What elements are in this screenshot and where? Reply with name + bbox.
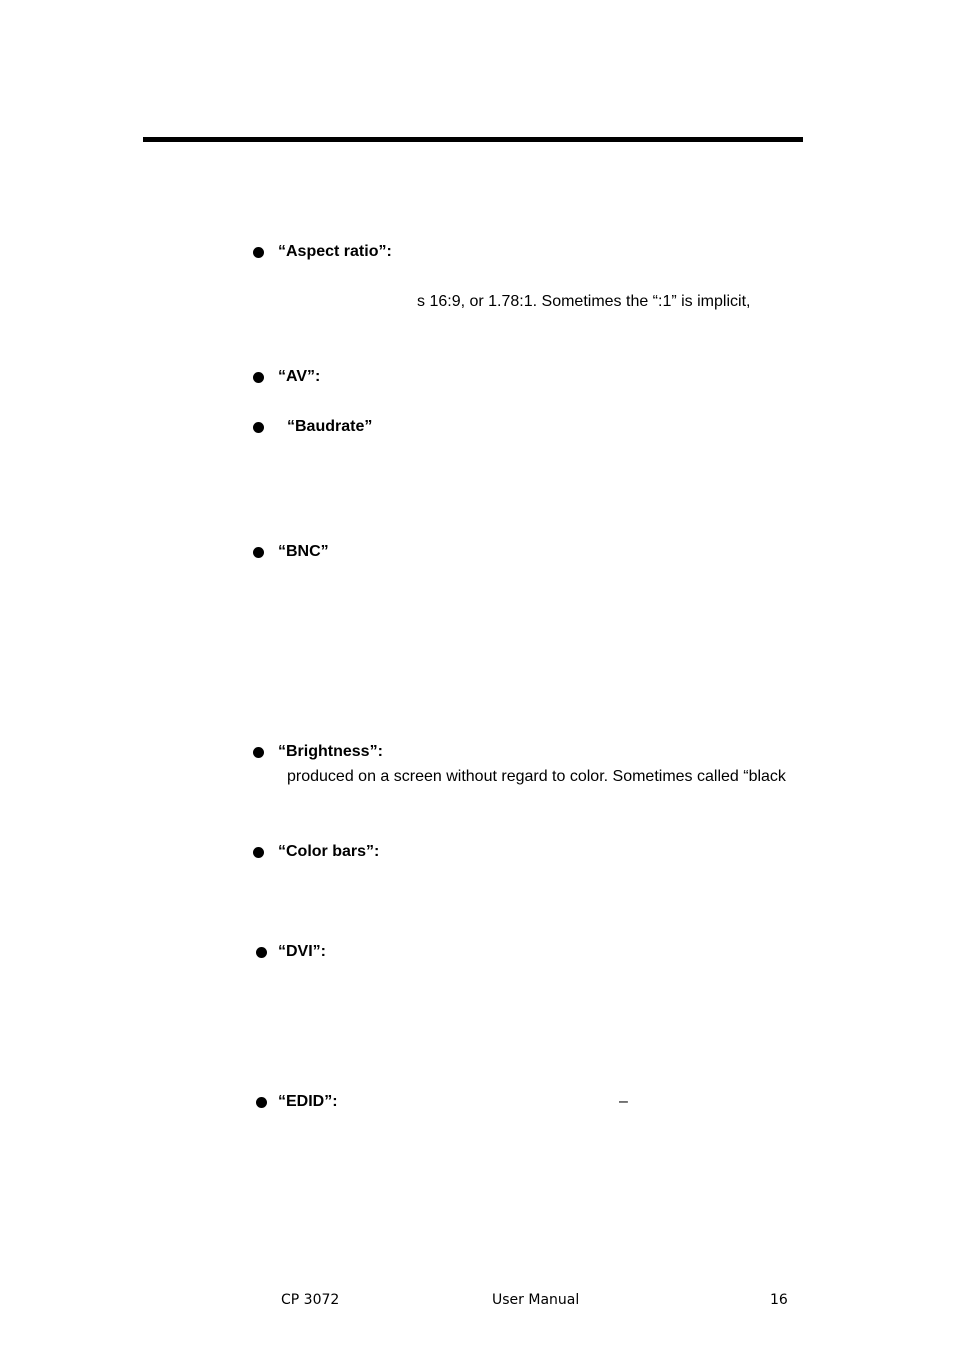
term-av: “AV”: [278, 368, 321, 385]
footer-doc-title: User Manual [492, 1292, 580, 1308]
term-aspect-ratio: “Aspect ratio”: [278, 243, 392, 260]
term-bnc: “BNC” [278, 543, 329, 560]
term-color-bars: “Color bars”: [278, 843, 380, 860]
header-rule [143, 137, 803, 142]
bullet-icon [253, 372, 264, 383]
bullet-icon [256, 1097, 267, 1108]
term-brightness: “Brightness”: [278, 743, 383, 760]
term-baudrate: “Baudrate” [287, 418, 373, 435]
bullet-icon [256, 947, 267, 958]
bullet-icon [253, 847, 264, 858]
bullet-icon [253, 547, 264, 558]
term-edid: “EDID”: [278, 1093, 338, 1110]
definition-fragment-edid: – [619, 1093, 628, 1110]
definition-fragment-brightness: produced on a screen without regard to color. Sometimes called “black [287, 768, 786, 785]
bullet-icon [253, 247, 264, 258]
definition-fragment-aspect-ratio: s 16:9, or 1.78:1. Sometimes the “:1” is implicit, [417, 293, 751, 310]
footer-page-number: 16 [770, 1292, 788, 1308]
term-dvi: “DVI”: [278, 943, 326, 960]
footer-model: CP 3072 [281, 1292, 340, 1308]
bullet-icon [253, 747, 264, 758]
bullet-icon [253, 422, 264, 433]
